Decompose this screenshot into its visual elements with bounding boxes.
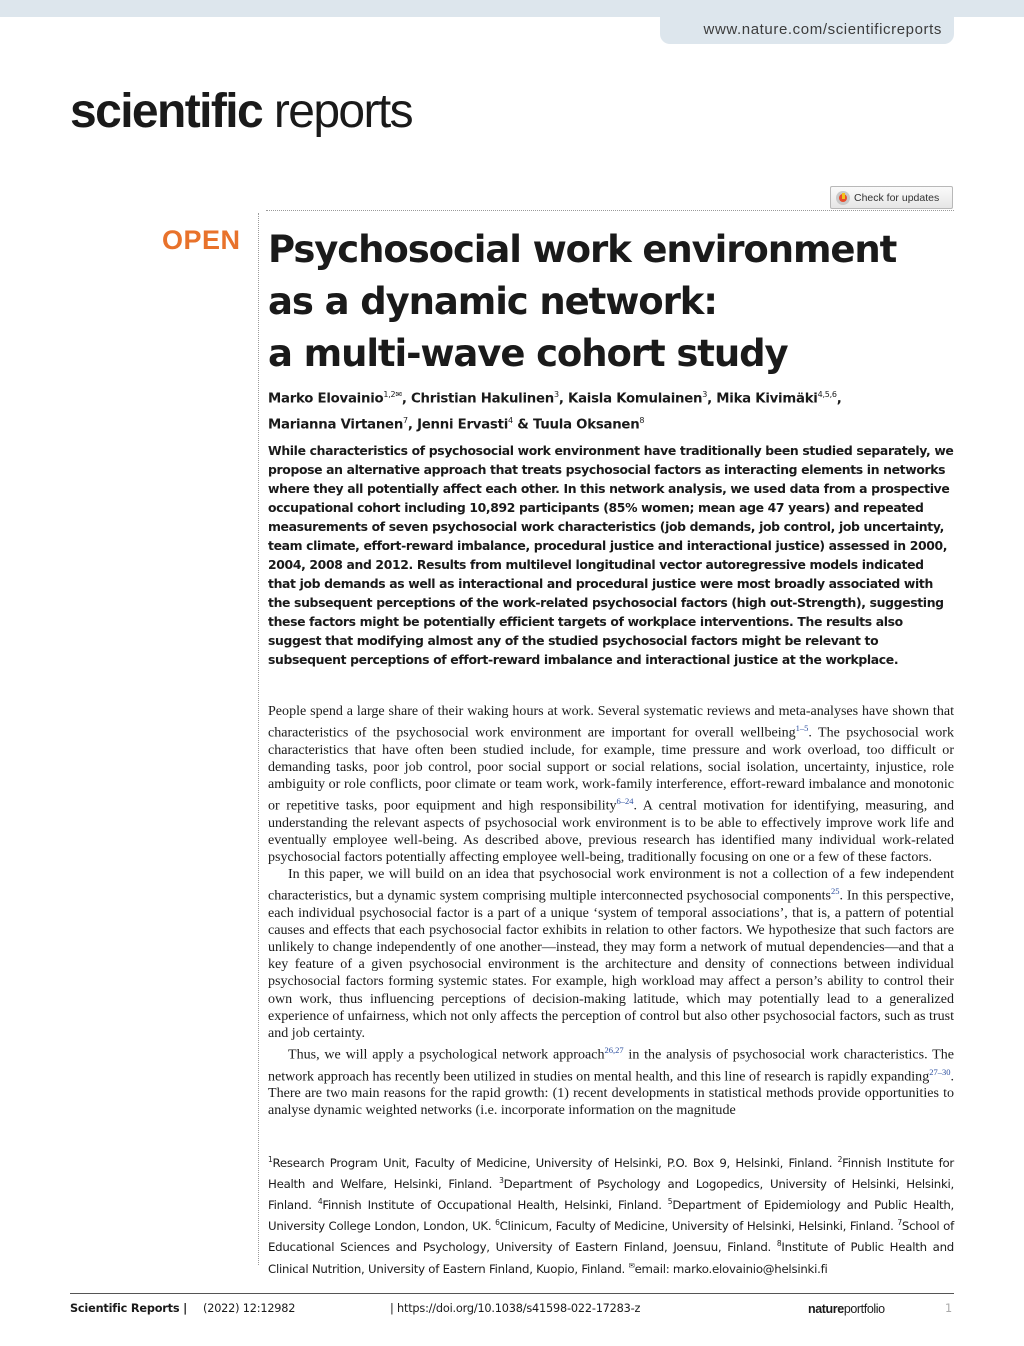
- author-name[interactable]: Marianna Virtanen: [268, 417, 404, 433]
- body-paragraph: [268, 866, 954, 1042]
- affiliation-marker: 8: [776, 1239, 782, 1249]
- author-name[interactable]: Kaisla Komulainen: [568, 391, 703, 407]
- check-for-updates-button[interactable]: [830, 186, 953, 209]
- citation-link[interactable]: 1–5: [795, 723, 809, 734]
- paragraph-text: . The psychosocial work characteristics that have often been studied include, for example, time pressure and work overload, too difficult or demanding tasks, poor job control, poor social support or social relations, social isolation, uncertainty, injustice, role ambiguity or role conflicts, poor climate or team work, work-family interference, effort-reward imbalance and monotonic or repetitive tasks, poor equipment and high responsibility: [268, 724, 954, 814]
- paragraph-text: in the analysis of psychosocial work characteristics. The network approach has recently been utilized in studies on mental health, and this line of research is rapidly expanding: [268, 1046, 954, 1085]
- affiliation-text: Institute of Public Health and Clinical Nutrition, University of Eastern Finland, Kuopio, Finland.: [268, 1240, 954, 1276]
- author-affiliation-marker: 1,2✉: [383, 390, 402, 399]
- correspondence-email[interactable]: email: marko.elovainio@helsinki.fi: [634, 1261, 828, 1276]
- affiliation-marker: 7: [897, 1218, 902, 1228]
- author-affiliation-marker: 7: [403, 416, 408, 426]
- header-divider: [266, 210, 954, 211]
- author-name[interactable]: Mika Kivimäki: [716, 391, 818, 407]
- author-name[interactable]: Marko Elovainio: [268, 391, 384, 407]
- open-access-label: OPEN: [162, 225, 241, 255]
- author-affiliation-marker: 4: [508, 416, 513, 426]
- page-number: 1: [945, 1302, 952, 1315]
- check-for-updates-label: Check for updates: [854, 191, 940, 204]
- affiliation-marker: 4: [317, 1197, 323, 1207]
- author-affiliation-marker: 8: [639, 416, 645, 426]
- margin-divider: [258, 213, 259, 1265]
- affiliations: [268, 1151, 954, 1278]
- paragraph-text: . In this perspective, each individual psychosocial factor is a part of a unique ‘system of temporal associations’, that is, a pattern of potential causes and effects that each psychosocial factor exhibits in relation to other factors. We hypothesize that such factors are unlikely to change independently of one another—instead, they may form a network of mutual dependencies—and that a key feature of a given psychosocial environment is the architecture and density of connections between individual psychosocial factors forming systemic states. For example, high workload may affect a person’s ability to control their own work, thus influencing perceptions of decision-making latitude, which may potentially lead to a generalized experience of unfairness, which not only affects the perception of control but also other psychosocial factors, such as trust and job certainty.: [268, 887, 954, 1041]
- author-list: [268, 384, 954, 437]
- author-affiliation-marker: 3: [702, 390, 708, 399]
- author-name[interactable]: Jenni Ervasti: [417, 417, 509, 433]
- author-separator: ,: [407, 417, 418, 433]
- email-icon: ✉: [628, 1260, 635, 1270]
- publisher-logo: [808, 1302, 885, 1316]
- affiliation-text: Finnish Institute for Health and Welfare, Helsinki, Finland.: [268, 1155, 954, 1192]
- footer-divider: [70, 1293, 954, 1294]
- title-line: a multi-wave cohort study: [268, 332, 788, 375]
- affiliation-marker: 6: [495, 1218, 500, 1228]
- abstract: While characteristics of psychosocial work environment have traditionally been studied separately, we propose an alternative approach that treats psychosocial factors as interacting elements in networks where they all potentially affect each other. In this network analysis, we used data from a prospective occupational cohort including 10,892 participants (85% women; mean age 47 years) and repeated measurements of seven psychosocial work characteristics (job demands, job control, job uncertainty, team climate, effort-reward imbalance, procedural justice and interactional justice) assessed in 2000, 2004, 2008 and 2012. Results from multilevel longitudinal vector autoregressive models indicated that job demands as well as interactional and procedural justice were most broadly associated with the subsequent perceptions of the work-related psychosocial factors (high out-Strength), suggesting these factors might be potentially efficient targets of workplace interventions. The results also suggest that modifying almost any of the studied psychosocial factors might be relevant to subsequent perceptions of effort-reward imbalance and interactional justice at the workplace.: [268, 443, 954, 667]
- paragraph-text: Thus, we will apply a psychological network approach: [288, 1046, 605, 1063]
- footer-journal-name: Scientific Reports: [70, 1302, 180, 1315]
- paragraph-text: . A central motivation for identifying, measuring, and understanding the relevant aspects of psychosocial work environment is to be able to effectively improve work life and eventually employee well-being. As described above, previous research has identified many individual work-related psychosocial factors potentially affecting employee well-being, traditionally focusing on one or a few of these factors.: [268, 797, 954, 866]
- author-affiliation-marker: 4,5,6: [817, 390, 837, 399]
- publisher-logo-light: portfolio: [843, 1302, 885, 1316]
- author-affiliation-marker: 3: [554, 390, 559, 399]
- publisher-logo-bold: nature: [808, 1302, 844, 1316]
- journal-url[interactable]: www.nature.com/scientificreports: [703, 21, 942, 38]
- footer-journal: Scientific Reports |: [70, 1302, 188, 1315]
- citation-link[interactable]: 26,27: [604, 1044, 624, 1055]
- body-paragraph: [268, 1042, 954, 1120]
- affiliation-marker: 2: [837, 1155, 843, 1164]
- masthead-bold: scientific: [70, 85, 263, 138]
- doi-link[interactable]: https://doi.org/10.1038/s41598-022-17283-z: [397, 1302, 641, 1315]
- footer-doi: | https://doi.org/10.1038/s41598-022-17283-z: [390, 1302, 641, 1315]
- article-body: [268, 703, 954, 1120]
- title-line: as a dynamic network:: [268, 280, 717, 323]
- affiliation-text: Department of Psychology and Logopedics, University of Helsinki, Helsinki, Finland.: [268, 1177, 954, 1213]
- citation-link[interactable]: 6–24: [616, 796, 634, 807]
- masthead-light: reports: [273, 85, 413, 138]
- author-name[interactable]: Tuula Oksanen: [532, 417, 640, 433]
- affiliation-text: Research Program Unit, Faculty of Medicine, University of Helsinki, P.O. Box 9, Helsinki, Finland.: [272, 1155, 838, 1170]
- author-separator: ,: [558, 391, 569, 407]
- article-title: [268, 224, 954, 380]
- paragraph-text: People spend a large share of their waking hours at work. Several systematic reviews and meta-analyses have shown that characteristics of the psychosocial work environment are important for overall wellbeing: [268, 703, 954, 741]
- author-separator: ,: [707, 391, 717, 407]
- crossmark-icon: [836, 191, 850, 205]
- affiliation-marker: 1: [268, 1155, 273, 1164]
- author-separator: ,: [401, 391, 412, 407]
- affiliation-text: Clinicum, Faculty of Medicine, University of Helsinki, Helsinki, Finland.: [499, 1219, 898, 1234]
- author-name[interactable]: Christian Hakulinen: [411, 391, 554, 407]
- affiliation-text: Finnish Institute of Occupational Health, Helsinki, Finland.: [322, 1198, 668, 1213]
- title-line: Psychosocial work environment: [268, 228, 897, 271]
- body-paragraph: [268, 703, 954, 866]
- paragraph-text: In this paper, we will build on an idea that psychosocial work environment is not a collection of a few independent characteristics, but a dynamic system comprising multiple interconnected psychosocial components: [268, 866, 954, 904]
- affiliation-text: Department of Epidemiology and Public Health, University College London, London, UK.: [268, 1198, 954, 1234]
- affiliation-text: School of Educational Sciences and Psychology, University of Eastern Finland, Joensuu, Finland.: [268, 1219, 954, 1255]
- affiliation-marker: 3: [499, 1176, 504, 1186]
- footer-citation: (2022) 12:12982: [203, 1302, 296, 1315]
- affiliation-marker: 5: [667, 1197, 673, 1207]
- paragraph-text: . There are two main reasons for the rapid growth: (1) recent developments in statistical methods provide opportunities to analyse dynamic weighted networks (i.e. incorporate information on the magnitude: [268, 1068, 954, 1119]
- author-separator: &: [512, 417, 533, 433]
- citation-link[interactable]: 27–30: [929, 1066, 951, 1077]
- author-separator: ,: [836, 391, 842, 407]
- citation-link[interactable]: 25: [831, 886, 840, 897]
- journal-masthead: [70, 85, 413, 138]
